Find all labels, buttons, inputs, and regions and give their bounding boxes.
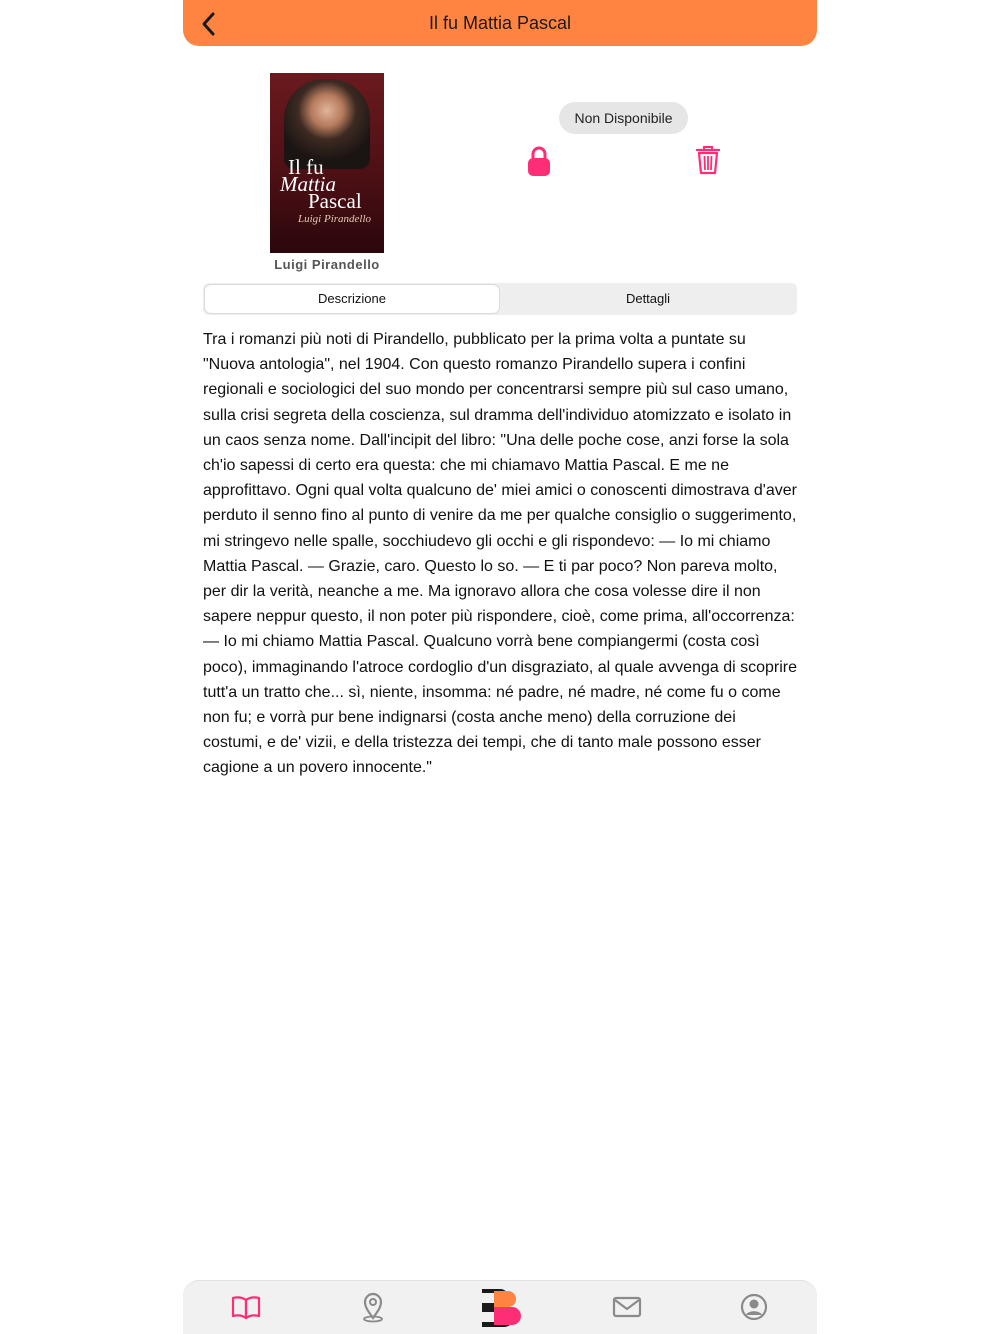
tab-descrizione[interactable]: Descrizione [205,285,499,313]
top-bar [183,0,817,46]
user-profile-icon [740,1293,768,1321]
nav-map[interactable] [353,1291,393,1323]
nav-home[interactable] [476,1285,526,1329]
location-pin-icon [360,1291,386,1323]
app-logo-icon [476,1285,526,1329]
nav-profile[interactable] [734,1291,774,1323]
cover-title-line: Il fu [288,155,324,179]
lock-button[interactable] [524,144,554,178]
book-description: Tra i romanzi più noti di Pirandello, pubblicato per la prima volta a puntate su "Nuova antologia", nel 1904. Con questo romanzo Pirandello supera i confini regionali e sociologici del suo mondo per concentrarsi sempre più sul caso umano, sulla crisi segreta della coscienza, sul dramma dell'individuo atomizzato e isolato in un caos senza nome. Dall'incipit del libro: "Una delle poche cose, anzi forse la sola ch'io sapessi di certo era questa: che mi chiamavo Mattia Pascal. E me ne approfittavo. Ogni qual volta qualcuno de' miei amici o conoscenti dimostrava d'aver perduto il senno fino al punto di venire da me per qualche consiglio o suggerimento, mi stringevo nelle spalle, socchiudevo gli occhi e gli rispondevo: — Io mi chiamo Mattia Pascal. — Grazie, caro. Questo lo so. — E ti par poco? Non pareva molto, per dir la verità, neanche a me. Ma ignoravo allora che cosa volesse dire il non sapere neppur questo, il non poter più rispondere, cioè, come prima, all'occorrenza: — Io mi chiamo Mattia Pascal. Qualcuno vorrà bene compiangermi (costa così poco), immaginando l'atroce cordoglio d'un disgraziato, al quale avvenga di scoprire tutt'a un tratto che... sì, niente, insomma: né padre, né madre, né come fu o come non fu; e vorrà pur bene indignarsi (costa anche meno) della corruzione dei costumi, e de' vizii, e della tristezza dei tempi, che di tanto male possono esser cagione a un povero innocente." [203,331,798,777]
cover-author: Luigi Pirandello [298,213,372,225]
tab-dettagli[interactable]: Dettagli [625,291,671,306]
cover-title-line: Mattia [280,172,336,196]
bottom-navigation [183,1281,817,1334]
trash-icon [694,144,722,176]
page-title: Il fu Mattia Pascal [428,13,572,33]
cover-title [278,155,378,213]
mail-icon [612,1295,642,1319]
availability-status-badge: Non Disponibile [559,102,688,134]
nav-library[interactable] [226,1291,266,1323]
tab-bar [203,283,797,315]
nav-messages[interactable] [607,1291,647,1323]
lock-icon [524,144,554,178]
cover-title-line: Pascal [308,189,362,213]
book-cover [270,73,384,253]
book-icon [230,1294,262,1320]
author-name: Luigi Pirandello [274,257,380,272]
delete-button[interactable] [694,144,722,176]
